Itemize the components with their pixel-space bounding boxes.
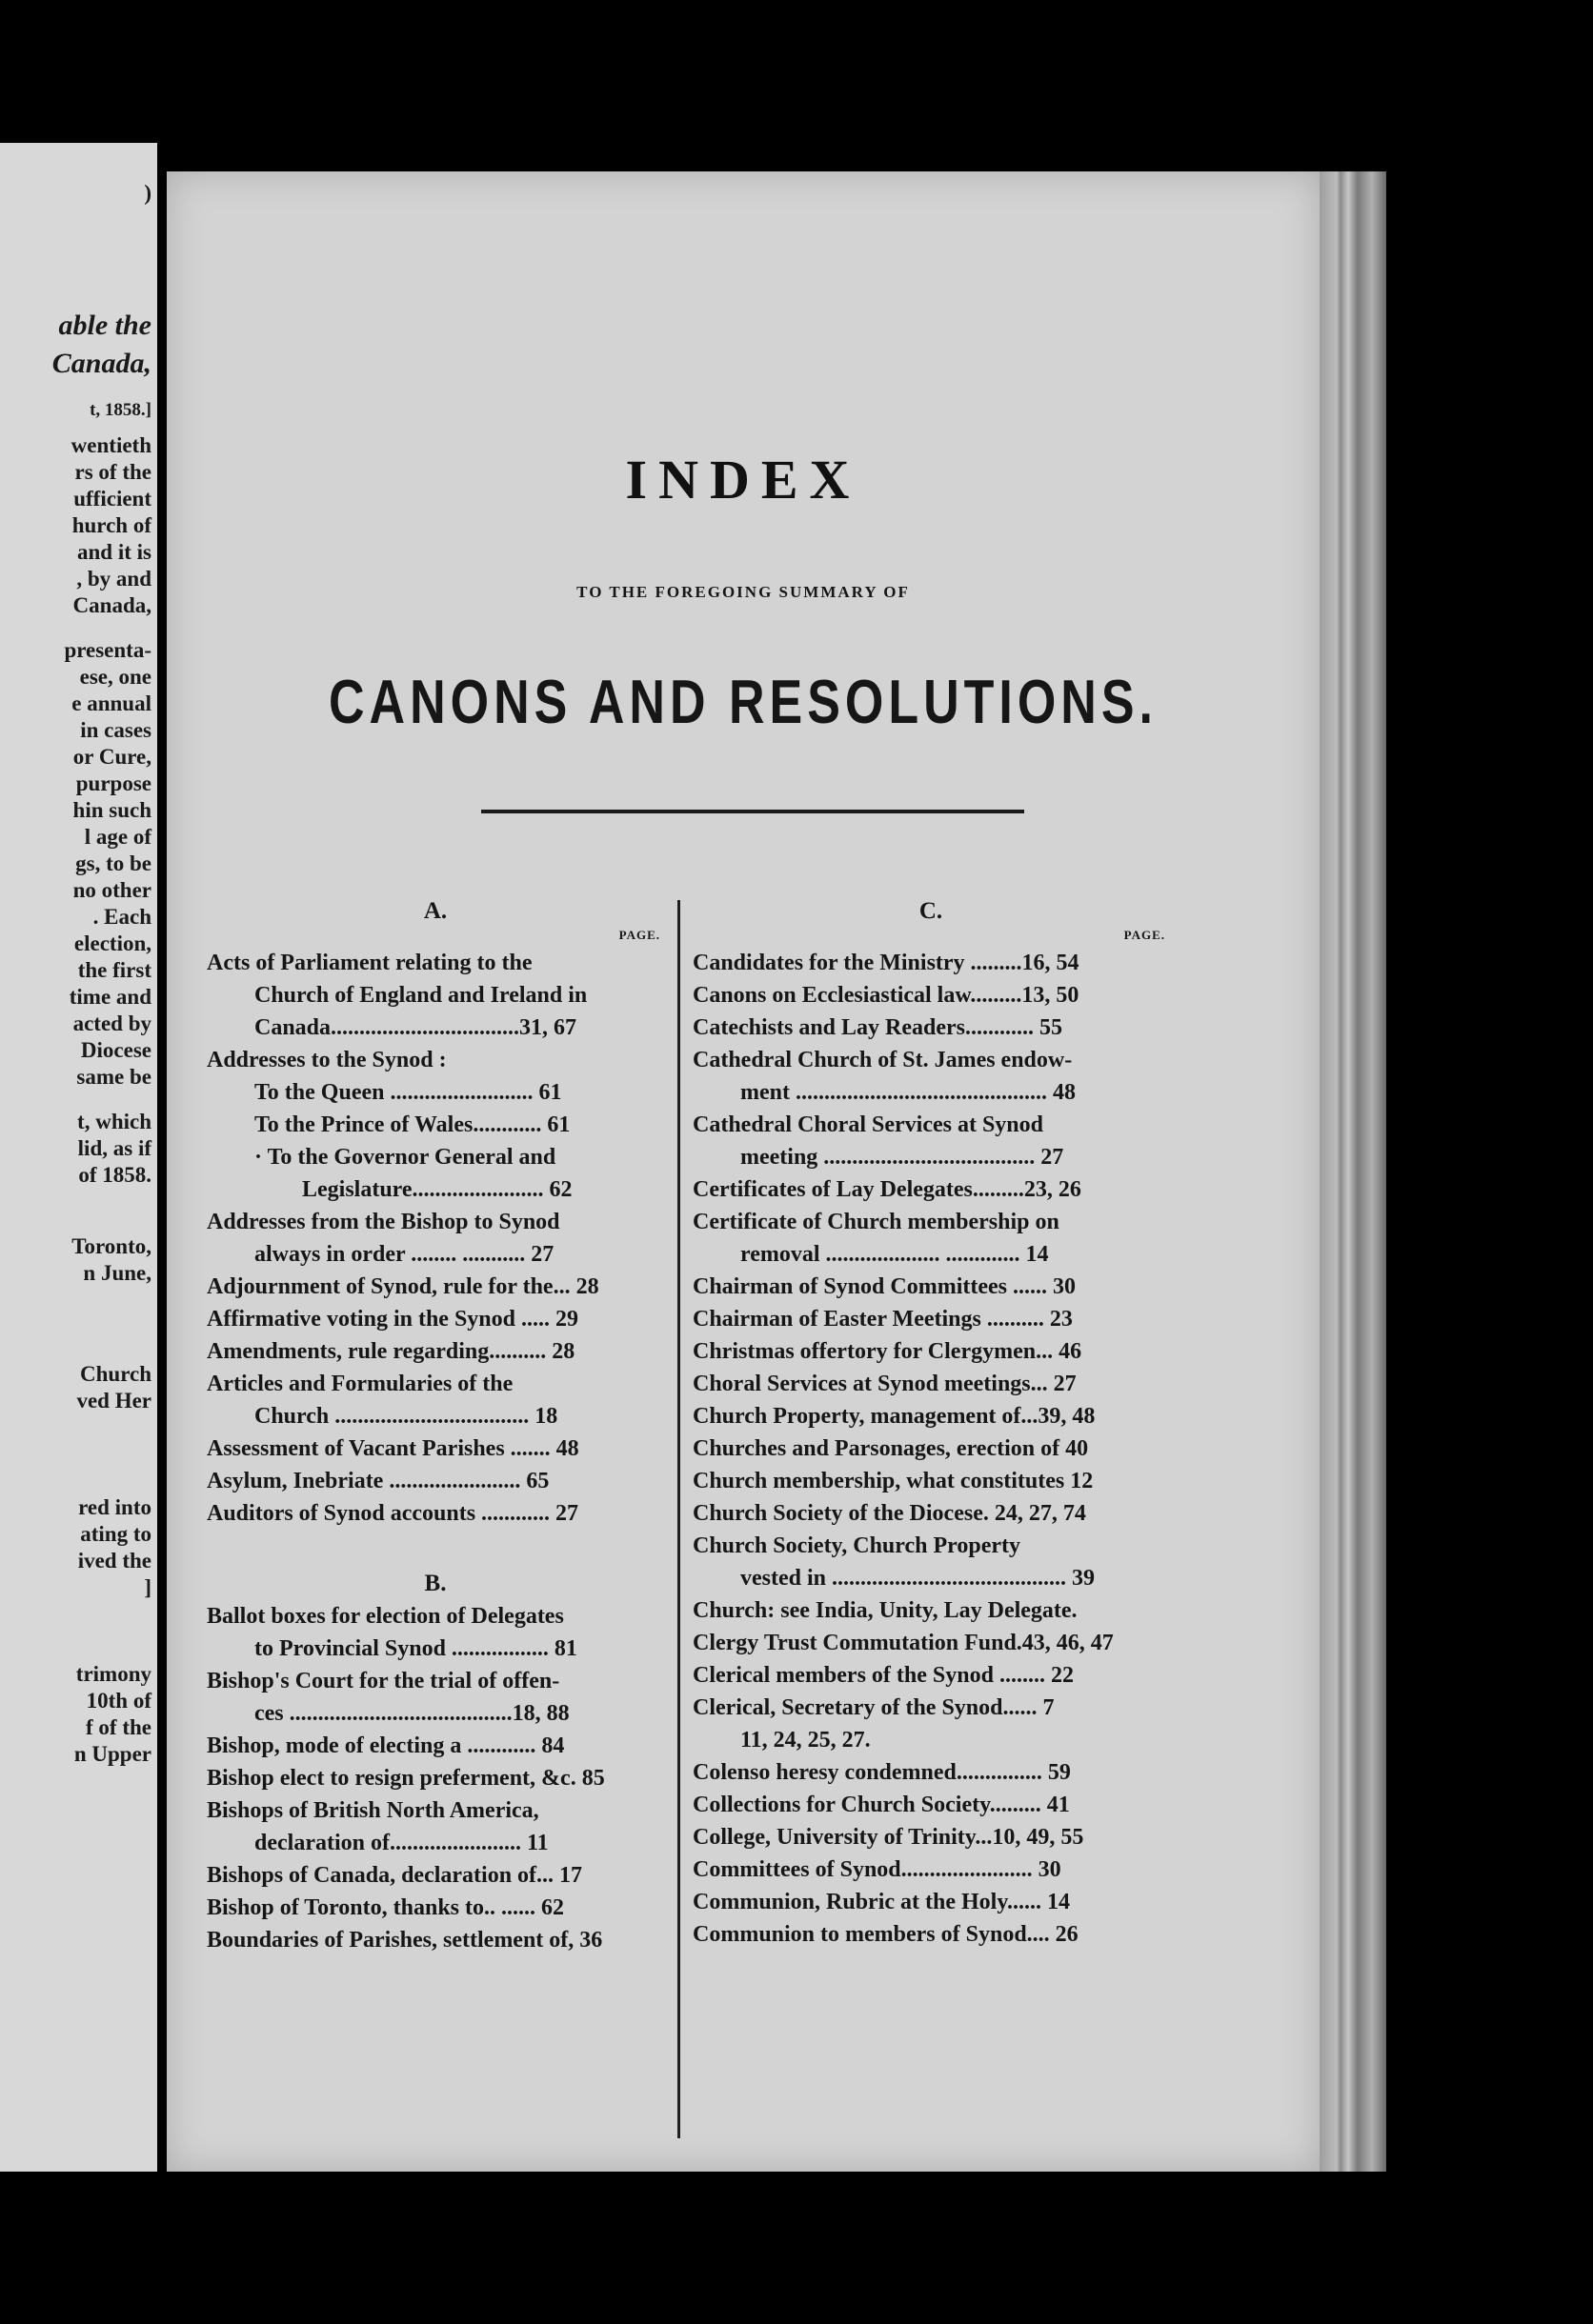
- left-page-text-fragment: l age of: [84, 825, 151, 849]
- index-entry: Church Property, management of...39, 48: [693, 1404, 1096, 1429]
- page-heading: CANONS AND RESOLUTIONS.: [329, 668, 1158, 737]
- left-page-text-fragment: of 1858.: [78, 1163, 151, 1187]
- left-page-text-fragment: , by and: [76, 567, 151, 591]
- left-page-text-fragment: presenta-: [64, 638, 151, 662]
- left-page-text-fragment: ): [144, 181, 151, 205]
- left-page-text-fragment: no other: [72, 878, 151, 902]
- index-entry: Bishop elect to resign preferment, &c. 85: [207, 1766, 605, 1791]
- page-title: INDEX: [625, 449, 861, 511]
- index-entry: Amendments, rule regarding.......... 28: [207, 1339, 575, 1364]
- left-page-text-fragment: and it is: [77, 540, 151, 564]
- left-page-text-fragment: hurch of: [71, 513, 151, 537]
- index-entry: Church Society of the Diocese. 24, 27, 74: [693, 1501, 1086, 1526]
- index-entry: Clerical, Secretary of the Synod...... 7: [693, 1695, 1055, 1720]
- left-page-text-fragment: ufficient: [73, 487, 151, 511]
- index-entry: 11, 24, 25, 27.: [740, 1728, 871, 1753]
- index-entry: Certificate of Church membership on: [693, 1210, 1059, 1234]
- index-entry: To the Prince of Wales............ 61: [254, 1112, 571, 1137]
- index-entry: Assessment of Vacant Parishes ....... 48: [207, 1436, 579, 1461]
- left-page-text-fragment: ese, one: [79, 665, 151, 689]
- index-entry: College, University of Trinity...10, 49, 55: [693, 1825, 1084, 1850]
- left-page-text-fragment: ating to: [80, 1522, 151, 1546]
- index-entry: Clerical members of the Synod ........ 22: [693, 1663, 1074, 1688]
- index-entry: Catechists and Lay Readers............ 55: [693, 1015, 1062, 1040]
- left-page-text-fragment: Canada,: [72, 593, 151, 617]
- index-entry: Bishops of British North America,: [207, 1798, 539, 1823]
- index-entry: Colenso heresy condemned............... 59: [693, 1760, 1071, 1785]
- section-letter: A.: [423, 898, 448, 924]
- left-page-text-fragment: hin such: [72, 798, 151, 822]
- left-page-text-fragment: or Cure,: [72, 745, 151, 769]
- index-entry: declaration of....................... 11: [254, 1831, 549, 1855]
- index-entry: Certificates of Lay Delegates.........23, 26: [693, 1177, 1081, 1202]
- index-entry: Communion to members of Synod.... 26: [693, 1922, 1079, 1947]
- index-entry: Canons on Ecclesiastical law.........13, 50: [693, 983, 1079, 1008]
- section-gap: [207, 1530, 664, 1568]
- index-entry: meeting ..................................... 27: [740, 1145, 1064, 1170]
- index-entry: ces .......................................18, 88: [254, 1701, 570, 1726]
- index-entry: Boundaries of Parishes, settlement of, 36: [207, 1928, 603, 1953]
- index-entry: ment ............................................ 48: [740, 1080, 1076, 1105]
- index-entry: Bishop, mode of electing a ............ 84: [207, 1733, 565, 1758]
- page-column-label: PAGE.: [1123, 928, 1165, 942]
- left-page-text-fragment: Toronto,: [71, 1234, 151, 1258]
- column-divider: [677, 900, 680, 2138]
- index-entry: removal .................... ............. 14: [740, 1242, 1049, 1267]
- page-subtitle: TO THE FOREGOING SUMMARY OF: [576, 583, 910, 601]
- index-entry: Addresses to the Synod :: [207, 1048, 447, 1072]
- left-page-text-fragment: Diocese: [80, 1038, 151, 1062]
- left-page-text-fragment: n Upper: [73, 1742, 151, 1766]
- index-entry: Bishop of Toronto, thanks to.. ...... 62: [207, 1895, 564, 1920]
- index-column-c: [693, 895, 1169, 1951]
- left-page-text-fragment: wentieth: [71, 433, 151, 457]
- left-page-text-fragment: n June,: [83, 1261, 151, 1285]
- left-page-text-fragment: t, which: [77, 1110, 151, 1133]
- page-column-label: PAGE.: [618, 928, 660, 942]
- index-entry: Committees of Synod....................... 30: [693, 1857, 1061, 1882]
- index-entry: Cathedral Church of St. James endow-: [693, 1048, 1073, 1072]
- index-entry: Candidates for the Ministry .........16, 54: [693, 951, 1079, 975]
- index-entry: Chairman of Synod Committees ...... 30: [693, 1274, 1076, 1299]
- index-entry: Asylum, Inebriate ....................... 65: [207, 1469, 550, 1493]
- index-entry: Bishops of Canada, declaration of... 17: [207, 1863, 583, 1888]
- index-entry: Cathedral Choral Services at Synod: [693, 1112, 1043, 1137]
- index-entry: Acts of Parliament relating to the: [207, 951, 533, 975]
- left-page-text-fragment: election,: [73, 932, 151, 955]
- heading-rule: [481, 810, 1024, 813]
- left-page-text-fragment: the first: [77, 958, 151, 982]
- index-entry: To the Queen ......................... 61: [254, 1080, 562, 1105]
- left-page-text-fragment: lid, as if: [77, 1136, 151, 1160]
- previous-page-fragment: [0, 143, 157, 2172]
- left-page-text-fragment: able the: [58, 310, 151, 341]
- left-page-text-fragment: gs, to be: [75, 851, 151, 875]
- index-entry: Church membership, what constitutes 12: [693, 1469, 1094, 1493]
- index-entry: Ballot boxes for election of Delegates: [207, 1604, 564, 1629]
- left-page-text-fragment: same be: [76, 1065, 151, 1089]
- left-page-text-fragment: Canada,: [51, 348, 151, 379]
- index-entry: Christmas offertory for Clergymen... 46: [693, 1339, 1082, 1364]
- index-entry: · To the Governor General and: [254, 1145, 556, 1170]
- index-entry: Adjournment of Synod, rule for the... 28: [207, 1274, 599, 1299]
- left-page-text-fragment: trimony: [75, 1662, 151, 1686]
- left-page-text-fragment: f of the: [86, 1715, 151, 1739]
- left-page-text-fragment: e annual: [71, 691, 151, 715]
- index-entry: Auditors of Synod accounts ............ 27: [207, 1501, 579, 1526]
- index-entry: vested in ......................................... 39: [740, 1566, 1095, 1591]
- left-page-text-fragment: t, 1858.]: [90, 400, 151, 420]
- left-page-text-fragment: purpose: [75, 771, 151, 795]
- index-entry: Chairman of Easter Meetings .......... 23: [693, 1307, 1073, 1332]
- index-entry: Clergy Trust Commutation Fund.43, 46, 47: [693, 1631, 1114, 1655]
- left-page-text-fragment: Church: [80, 1362, 151, 1386]
- index-entry: Affirmative voting in the Synod ..... 29: [207, 1307, 578, 1332]
- index-entry: Articles and Formularies of the: [207, 1372, 514, 1396]
- index-entry: Canada.................................31, 67: [254, 1015, 577, 1040]
- left-page-text-fragment: ved Her: [76, 1389, 151, 1412]
- index-entry: Choral Services at Synod meetings... 27: [693, 1372, 1077, 1396]
- index-page: [167, 171, 1320, 2172]
- section-letter: C.: [918, 898, 943, 924]
- index-entry: Church Society, Church Property: [693, 1533, 1021, 1558]
- section-letter: B.: [424, 1571, 447, 1596]
- book-page-edges: [1320, 171, 1386, 2172]
- index-entry: Legislature....................... 62: [302, 1177, 573, 1202]
- index-entry: Communion, Rubric at the Holy...... 14: [693, 1890, 1071, 1914]
- left-page-text-fragment: ived the: [77, 1549, 151, 1573]
- left-page-text-fragment: rs of the: [74, 460, 151, 484]
- index-entry: Addresses from the Bishop to Synod: [207, 1210, 560, 1234]
- left-page-text-fragment: . Each: [92, 905, 151, 929]
- index-column-a: [207, 895, 664, 1956]
- left-page-text-fragment: red into: [78, 1495, 151, 1519]
- left-page-text-fragment: in cases: [80, 718, 151, 742]
- left-page-text-fragment: ]: [144, 1575, 151, 1599]
- index-entry: Churches and Parsonages, erection of 40: [693, 1436, 1089, 1461]
- index-entry: always in order ........ ........... 27: [254, 1242, 555, 1267]
- index-entry: Church: see India, Unity, Lay Delegate.: [693, 1598, 1078, 1623]
- index-entry: Church of England and Ireland in: [254, 983, 588, 1008]
- index-entry: Collections for Church Society......... 41: [693, 1793, 1070, 1817]
- index-entry: to Provincial Synod ................. 81: [254, 1636, 577, 1661]
- left-page-text-fragment: time and: [69, 985, 151, 1009]
- index-entry: Bishop's Court for the trial of offen-: [207, 1669, 560, 1693]
- left-page-text-fragment: 10th of: [86, 1689, 151, 1713]
- index-entry: Church .................................. 18: [254, 1404, 558, 1429]
- left-page-text-fragment: acted by: [72, 1012, 151, 1035]
